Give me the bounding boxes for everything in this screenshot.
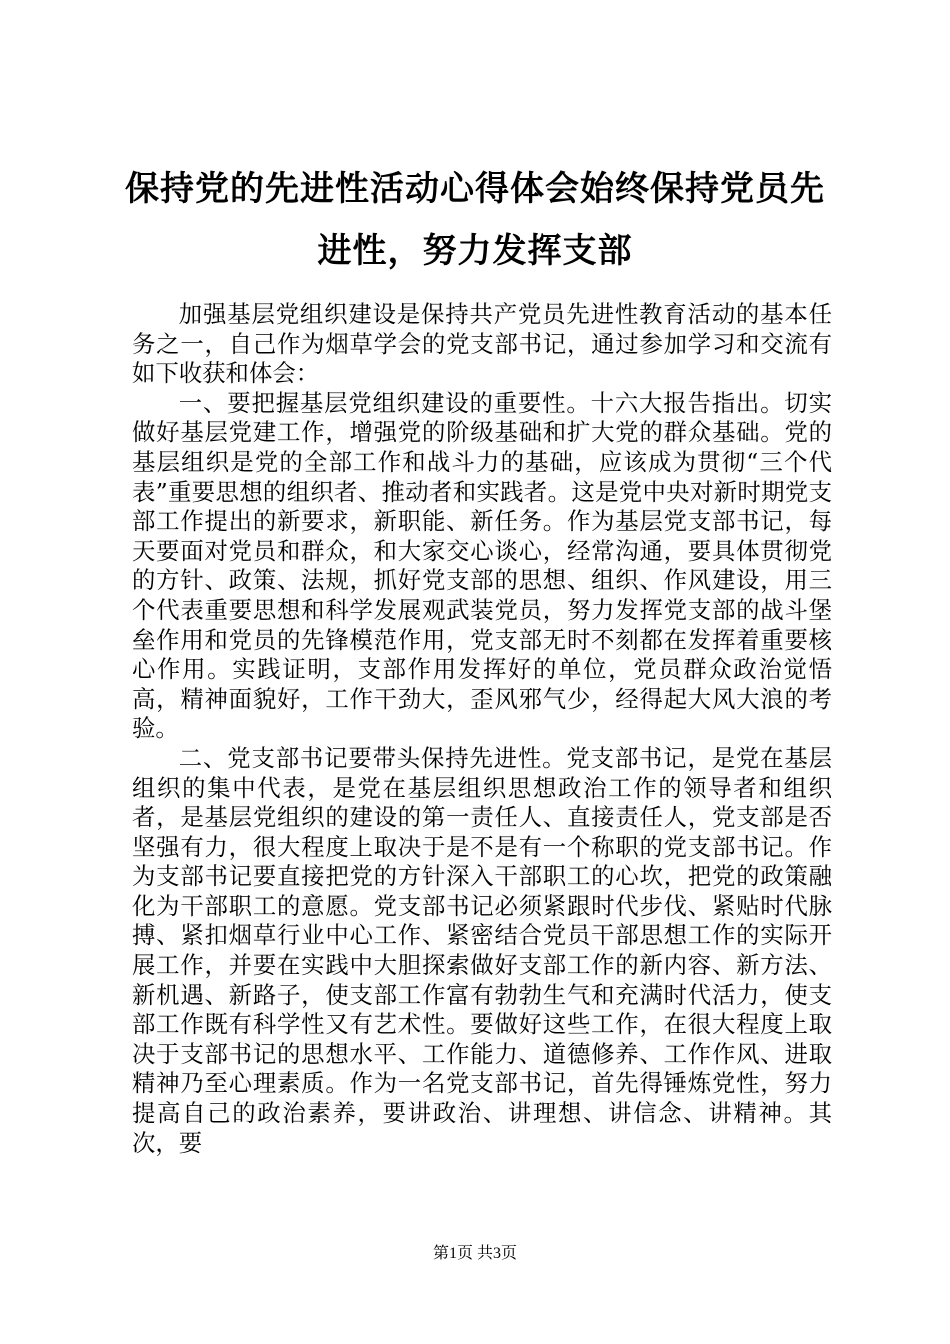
paragraph-section-1: 一、要把握基层党组织建设的重要性。十六大报告指出。切实做好基层党建工作，增强党的阶级基础和扩大党的群众基础。党的基层组织是党的全部工作和战斗力的基础，应该成为贯彻“三个代表”重要思想的组织者、推动者和实践者。这是党中央对新时期党支部工作提出的新要求，新职能、新任务。作为基层党支部书记，每天要面对党员和群众，和大家交心谈心，经常沟通，要具体贯彻党的方针、政策、法规，抓好党支部的思想、组织、作风建设，用三个代表重要思想和科学发展观武装党员，努力发挥党支部的战斗堡垒作用和党员的先锋模范作用，党支部无时不刻都在发挥着重要核心作用。实践证明，支部作用发挥好的单位，党员群众政治觉悟高，精神面貌好，工作干劲大，歪风邪气少，经得起大风大浪的考验。 [132,388,832,743]
paragraph-intro: 加强基层党组织建设是保持共产党员先进性教育活动的基本任务之一，自己作为烟草学会的党支部书记，通过参加学习和交流有如下收获和体会： [132,300,832,388]
document-body [132,300,832,1158]
paragraph-section-2: 二、党支部书记要带头保持先进性。党支部书记，是党在基层组织的集中代表，是党在基层组织思想政治工作的领导者和组织者，是基层党组织的建设的第一责任人、直接责任人，党支部是否坚强有力，很大程度上取决于是不是有一个称职的党支部书记。作为支部书记要直接把党的方针深入干部职工的心坎，把党的政策融化为干部职工的意愿。党支部书记必须紧跟时代步伐、紧贴时代脉搏、紧扣烟草行业中心工作、紧密结合党员干部思想工作的实际开展工作，并要在实践中大胆探索做好支部工作的新内容、新方法、新机遇、新路子，使支部工作富有勃勃生气和充满时代活力，使支部工作既有科学性又有艺术性。要做好这些工作，在很大程度上取决于支部书记的思想水平、工作能力、道德修养、工作作风、进取精神乃至心理素质。作为一名党支部书记，首先得锤炼党性，努力提高自己的政治素养，要讲政治、讲理想、讲信念、讲精神。其次，要 [132,743,832,1157]
page-number-footer: 第1页 共3页 [432,1245,517,1262]
document-title: 保持党的先进性活动心得体会始终保持党员先进性，努力发挥支部 [125,169,825,271]
